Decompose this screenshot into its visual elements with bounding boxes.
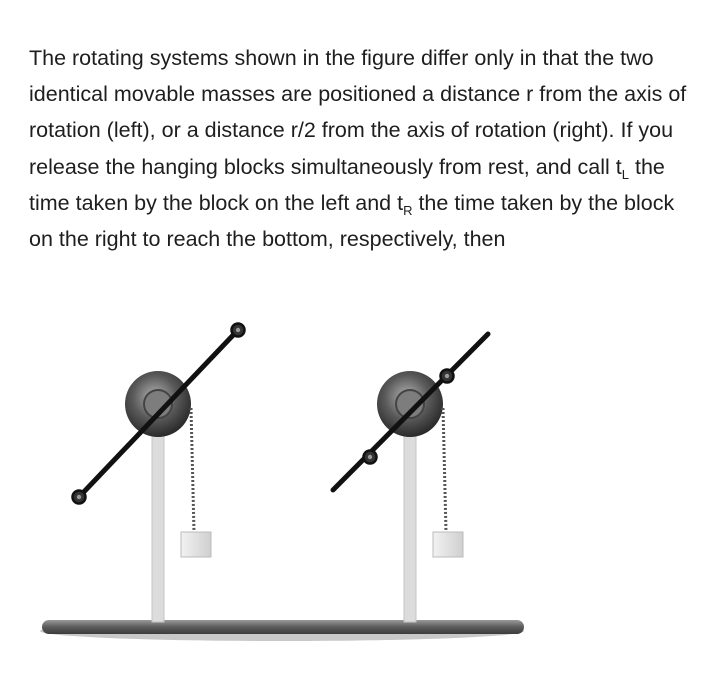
subscript-right: R — [403, 202, 413, 218]
right-string — [443, 408, 446, 532]
right-hanging-block — [433, 532, 463, 557]
left-mass-inner-hole — [77, 495, 81, 499]
base-platform — [42, 620, 524, 634]
left-hanging-block — [181, 532, 211, 557]
question-part-3: the time taken by the block on the right to reach the bottom, respectively, then — [29, 190, 675, 252]
left-rotating-system — [73, 324, 245, 623]
question-part-1: The rotating systems shown in the figure differ only in that the two identical movable masses are positioned a distance r from the axis of rotation (left), or a distance r/2 from the axis of rotation (right). If you release the hanging blocks simultaneously from rest, and call t — [29, 46, 687, 179]
left-mass-outer-hole — [236, 328, 240, 332]
question-text — [29, 40, 699, 257]
rotating-systems-figure — [0, 300, 718, 694]
right-rotating-system — [333, 334, 488, 622]
right-mass-lower-hole — [368, 455, 372, 459]
left-string — [191, 408, 194, 532]
subscript-left: L — [621, 166, 629, 182]
question-part-2: the time taken by the block on the left and t — [29, 154, 665, 215]
right-mass-upper-hole — [445, 374, 449, 378]
